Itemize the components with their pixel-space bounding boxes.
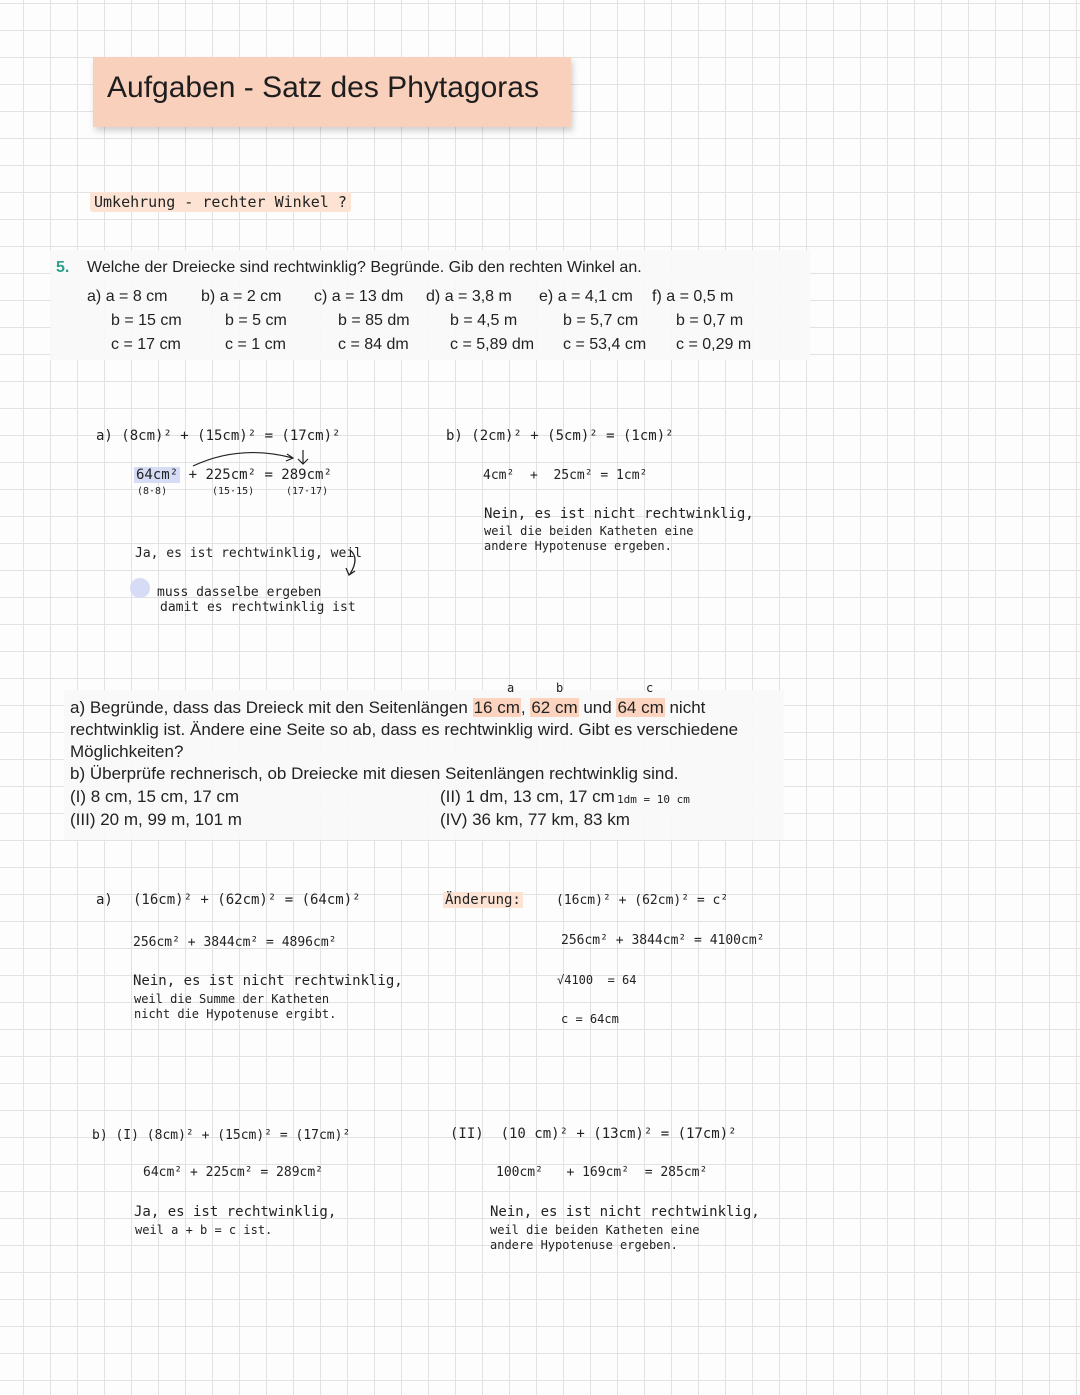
sol6b-i-answer: Ja, es ist rechtwinklig, <box>134 1204 337 1220</box>
task6-line-4: b) Überprüfe rechnerisch, ob Dreiecke mit diesen Seitenlängen rechtwinklig sind. <box>70 764 679 783</box>
side-b: b = 0,7 m <box>676 312 744 329</box>
sol5a-equation: a) (8cm)² + (15cm)² = (17cm)² <box>96 428 341 444</box>
task5-col-e <box>539 285 646 357</box>
sol5a-note-1: muss dasselbe ergeben <box>157 585 322 600</box>
task6-ii: (II) 1 dm, 13 cm, 17 cm <box>440 787 615 806</box>
sol5a-note-2: damit es rechtwinklig ist <box>160 600 356 615</box>
change-equation: (16cm)² + (62cm)² = c² <box>556 893 729 908</box>
label-a: a <box>507 681 515 695</box>
sol5b-values: 4cm² + 25cm² = 1cm² <box>483 468 648 483</box>
side-b: b = 5 cm <box>225 312 287 329</box>
sol6a-reason-1: weil die Summe der Katheten <box>134 992 330 1006</box>
side-b: b = 15 cm <box>111 312 182 329</box>
sol6b-ii-reason-2: andere Hypotenuse ergeben. <box>490 1238 678 1252</box>
side-a: a = 8 cm <box>105 288 168 305</box>
side-c: c = 17 cm <box>111 336 181 353</box>
conjunction: und <box>578 698 617 717</box>
col-label: b) <box>201 288 216 305</box>
change-values: 256cm² + 3844cm² = 4100cm² <box>561 933 765 948</box>
sol6b-ii-reason-1: weil die beiden Katheten eine <box>490 1223 700 1237</box>
task5-prompt: Welche der Dreiecke sind rechtwinklig? Begründe. Gib den rechten Winkel an. <box>87 259 642 276</box>
sol6a-values: 256cm² + 3844cm² = 4896cm² <box>133 935 337 950</box>
side-a: a = 4,1 cm <box>557 288 633 305</box>
side-b: b = 85 dm <box>338 312 410 329</box>
sub-note-1: (8·8) <box>137 486 168 497</box>
task5-number: 5. <box>56 259 70 276</box>
highlight-side-c: 64 cm <box>617 698 664 717</box>
task6-iv: (IV) 36 km, 77 km, 83 km <box>440 810 630 829</box>
side-a: a = 2 cm <box>219 288 282 305</box>
task6-a-after: nicht <box>664 698 706 717</box>
side-c: c = 0,29 m <box>676 336 752 353</box>
subtitle: Umkehrung - rechter Winkel ? <box>90 192 351 212</box>
sol6a-answer: Nein, es ist nicht rechtwinklig, <box>133 973 403 989</box>
task6-a-before: a) Begründe, dass das Dreieck mit den Seitenlängen <box>70 698 473 717</box>
task6-line-1 <box>70 697 782 719</box>
task6-line-2: rechtwinklig ist. Ändere eine Seite so ab, dass es rechtwinklig wird. Gibt es verschiedene <box>70 720 739 739</box>
sol6a-equation: (16cm)² + (62cm)² = (64cm)² <box>133 892 361 908</box>
sol5b-answer: Nein, es ist nicht rechtwinklig, <box>484 506 754 522</box>
task6-i: (I) 8 cm, 15 cm, 17 cm <box>70 787 240 806</box>
change-label: Änderung: <box>445 892 521 908</box>
task5-col-c <box>314 285 410 357</box>
change-sqrt: √4100 = 64 <box>557 973 637 987</box>
sol6b-i-equation: b) (I) (8cm)² + (15cm)² = (17cm)² <box>92 1128 351 1143</box>
side-c: c = 1 cm <box>225 336 286 353</box>
task5-col-b <box>201 285 287 357</box>
blue-marker <box>130 578 150 598</box>
col-label: c) <box>314 288 328 305</box>
col-label: f) <box>652 288 662 305</box>
label-c: c <box>646 681 654 695</box>
col-label: d) <box>426 288 441 305</box>
label-b: b <box>556 681 564 695</box>
sol6a-reason-2: nicht die Hypotenuse ergibt. <box>134 1007 337 1021</box>
values-rest: + 225cm² = 289cm² <box>188 467 332 483</box>
side-b: b = 4,5 m <box>450 312 518 329</box>
sol5b-reason-1: weil die beiden Katheten eine <box>484 524 694 538</box>
sol5a-answer: Ja, es ist rechtwinklig, weil <box>135 546 362 561</box>
col-label: e) <box>539 288 554 305</box>
task6-line-3: Möglichkeiten? <box>70 742 184 761</box>
value-highlight: 64cm² <box>136 467 179 483</box>
sol6b-i-values: 64cm² + 225cm² = 289cm² <box>143 1165 324 1180</box>
task5-col-a <box>87 285 182 357</box>
sol5b-equation: b) (2cm)² + (5cm)² = (1cm)² <box>446 428 674 444</box>
sub-note-2: (15·15) <box>212 486 255 497</box>
col-label: a) <box>87 288 102 305</box>
side-a: a = 0,5 m <box>666 288 734 305</box>
sub-note-3: (17·17) <box>286 486 329 497</box>
curved-arrow <box>342 548 366 578</box>
sol5a-values <box>134 467 332 483</box>
side-c: c = 84 dm <box>338 336 409 353</box>
side-c: c = 5,89 dm <box>450 336 535 353</box>
side-c: c = 53,4 cm <box>563 336 647 353</box>
task6-text <box>70 697 782 785</box>
sol6b-i-reason: weil a + b = c ist. <box>135 1223 273 1237</box>
sol6b-ii-equation: (II) (10 cm)² + (13cm)² = (17cm)² <box>450 1126 737 1142</box>
side-a: a = 13 dm <box>331 288 404 305</box>
sol5b-reason-2: andere Hypotenuse ergeben. <box>484 539 672 553</box>
change-result: c = 64cm <box>561 1012 619 1026</box>
task5-col-d <box>426 285 534 357</box>
side-a: a = 3,8 m <box>444 288 512 305</box>
highlight-side-b: 62 cm <box>531 698 578 717</box>
side-b: b = 5,7 cm <box>563 312 639 329</box>
task6-ii-note: 1dm = 10 cm <box>617 793 690 806</box>
sol6b-ii-values: 100cm² + 169cm² = 285cm² <box>496 1165 708 1180</box>
task5-col-f <box>652 285 751 357</box>
task6-iii: (III) 20 m, 99 m, 101 m <box>70 810 242 829</box>
sol6a-label: a) <box>96 892 113 908</box>
sol6b-ii-answer: Nein, es ist nicht rechtwinklig, <box>490 1204 760 1220</box>
highlight-side-a: 16 cm <box>473 698 520 717</box>
separator: , <box>520 698 531 717</box>
page-title: Aufgaben - Satz des Phytagoras <box>107 71 539 104</box>
